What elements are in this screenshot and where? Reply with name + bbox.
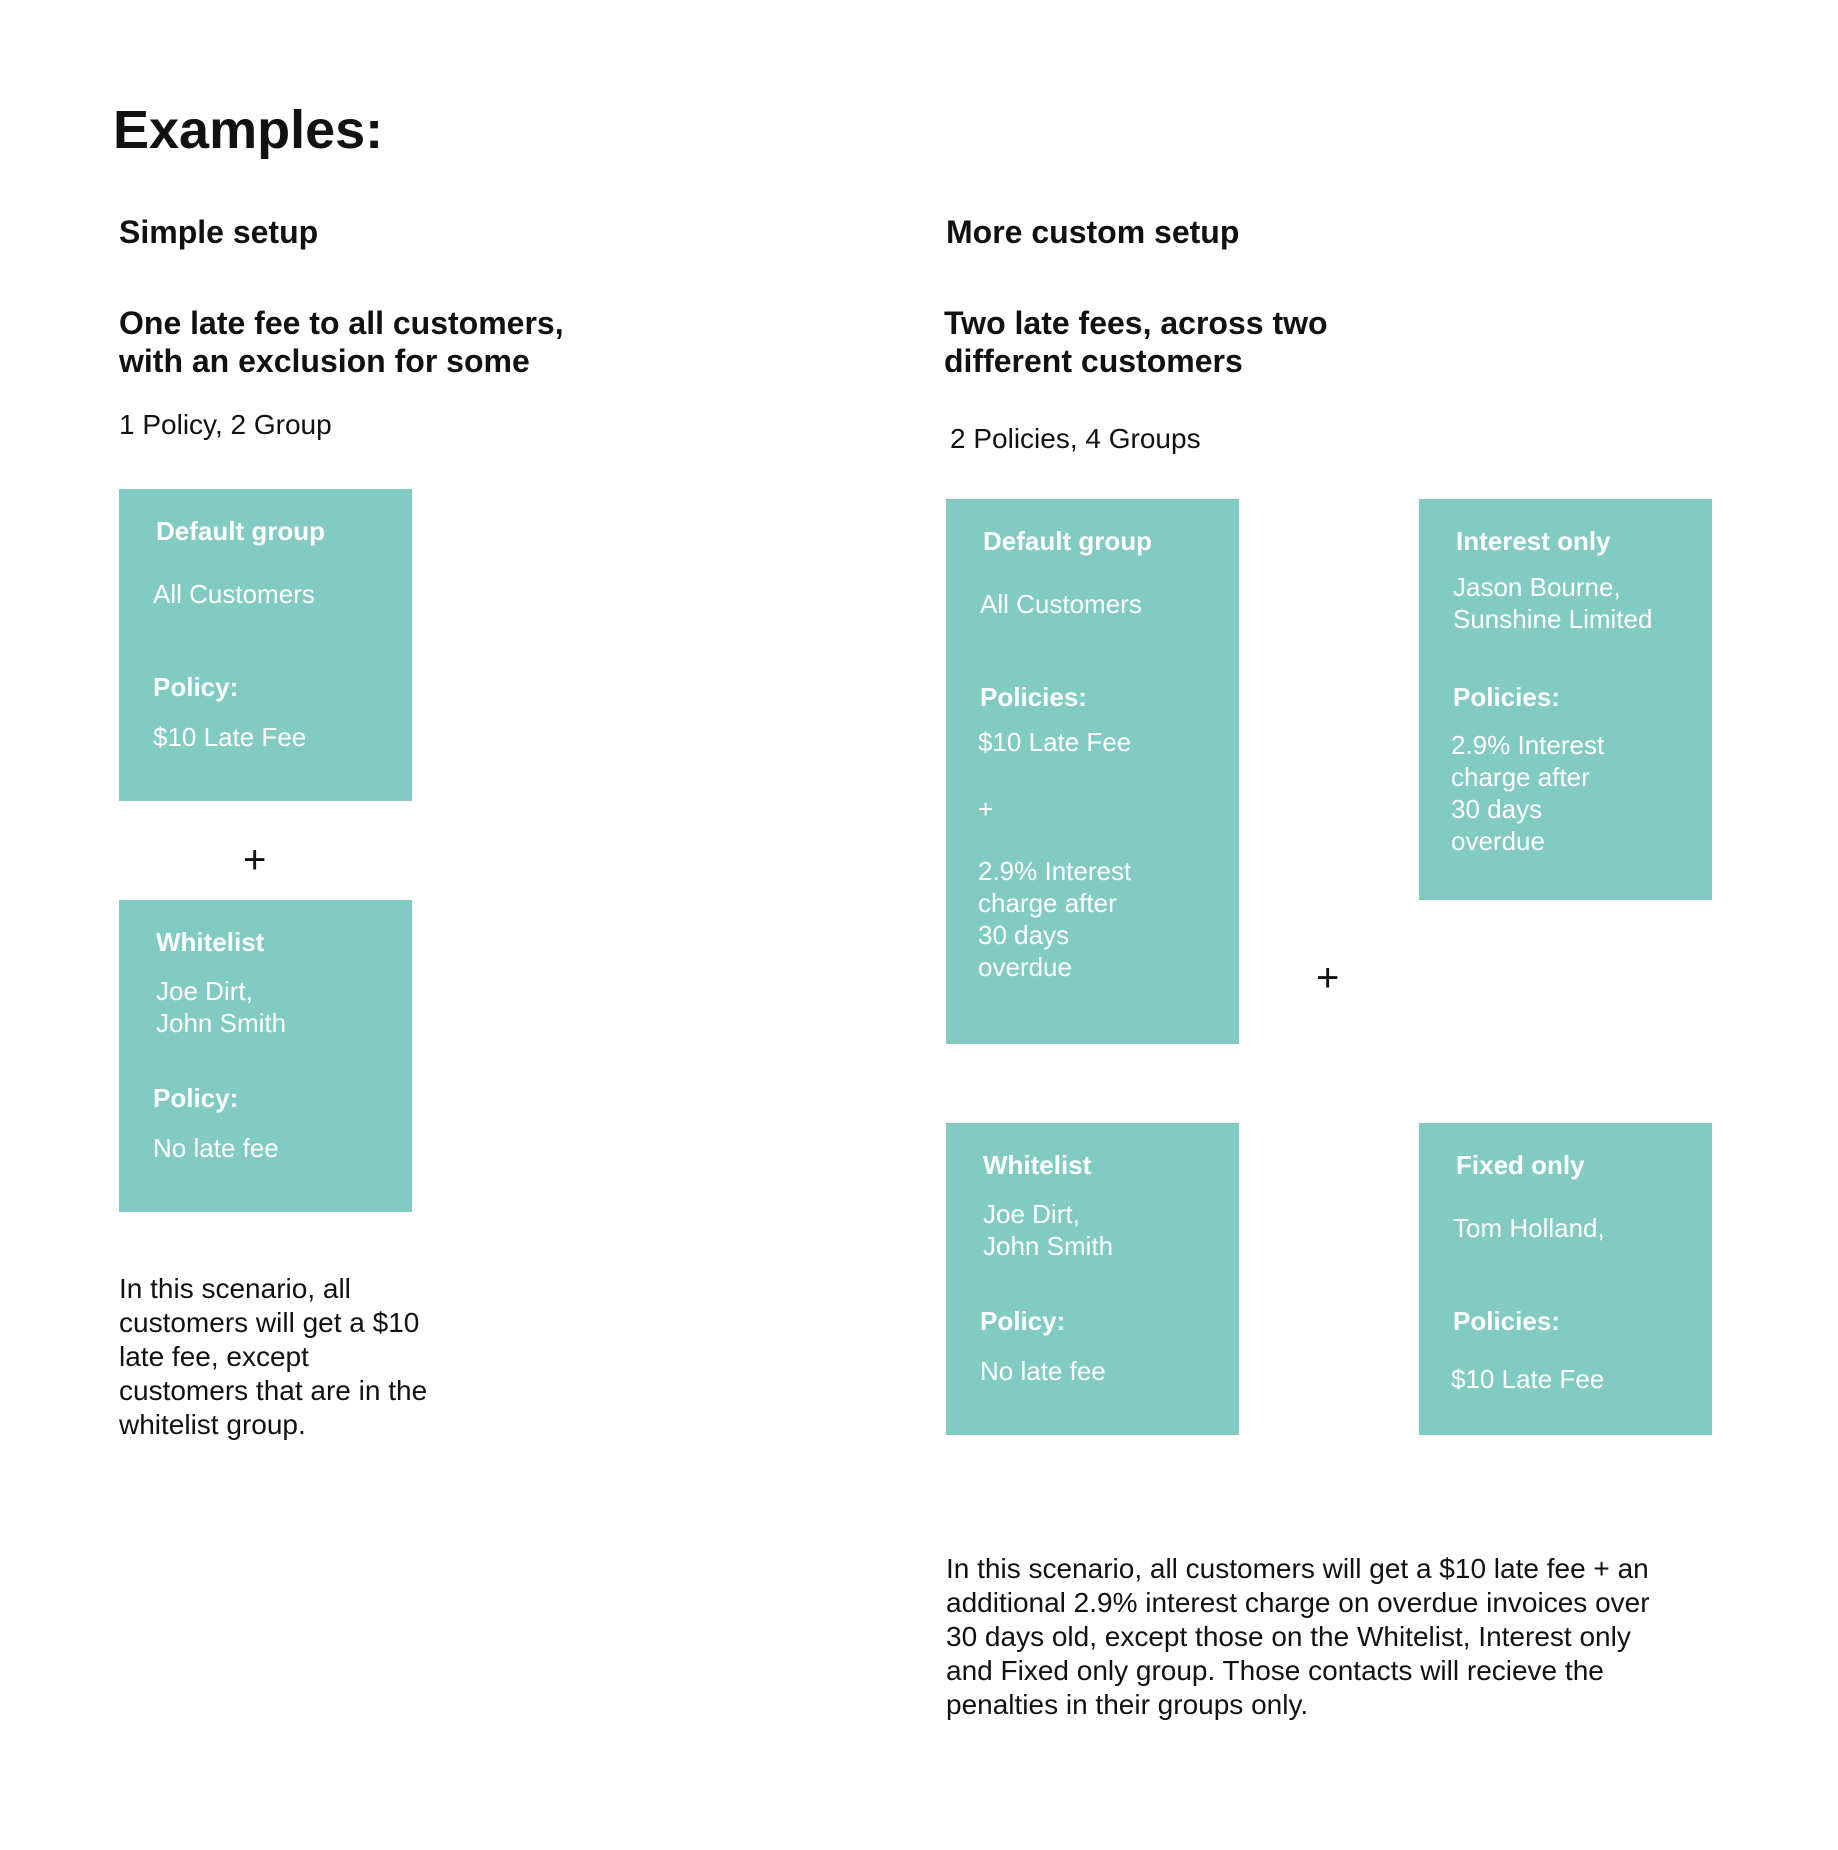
description-line: In this scenario, all customers will get a $10 late fee + an	[946, 1553, 1649, 1584]
description-line: whitelist group.	[119, 1409, 306, 1440]
card-policy-value: $10 Late Fee	[978, 727, 1132, 757]
interest-only-card	[1419, 499, 1712, 900]
heading-line: with an exclusion for some	[119, 343, 530, 379]
card-policy-label: Policy:	[153, 1083, 239, 1113]
card-policy-plus: +	[978, 794, 994, 824]
description-line: penalties in their groups only.	[946, 1689, 1309, 1720]
card-policy-value: No late fee	[153, 1133, 279, 1163]
fixed-only-card	[1419, 1123, 1712, 1435]
card-policy-label: Policy:	[980, 1306, 1066, 1336]
member-name: Jason Bourne,	[1453, 572, 1621, 602]
card-title: Fixed only	[1456, 1150, 1585, 1180]
member-name: Sunshine Limited	[1453, 604, 1653, 634]
policy-line: 30 days	[978, 920, 1070, 950]
plus-sign: +	[243, 838, 267, 882]
card-members: Tom Holland,	[1453, 1213, 1605, 1243]
default-group-card	[119, 489, 412, 801]
card-policy-label: Policies:	[1453, 682, 1560, 712]
description-line: customers that are in the	[119, 1375, 428, 1406]
member-name: Joe Dirt,	[156, 976, 253, 1006]
simple-setup-description	[119, 1272, 479, 1442]
card-policy-label: Policies:	[1453, 1306, 1560, 1336]
page-title: Examples:	[113, 100, 384, 160]
member-name: John Smith	[983, 1231, 1114, 1261]
policy-line: charge after	[1451, 762, 1590, 792]
card-members	[983, 1198, 1113, 1262]
policy-line: charge after	[978, 888, 1117, 918]
card-policy-label: Policies:	[980, 682, 1087, 712]
card-title: Default group	[983, 526, 1152, 556]
custom-setup-meta: 2 Policies, 4 Groups	[950, 423, 1201, 454]
card-policy-value: $10 Late Fee	[1451, 1364, 1605, 1394]
simple-setup-heading	[119, 304, 679, 380]
policy-line: overdue	[1451, 826, 1545, 856]
card-policy-value: $10 Late Fee	[153, 722, 307, 752]
card-title: Whitelist	[983, 1150, 1092, 1180]
description-line: and Fixed only group. Those contacts will recieve the	[946, 1655, 1604, 1686]
description-line: additional 2.9% interest charge on overdue invoices over	[946, 1587, 1650, 1618]
simple-setup-title: Simple setup	[119, 214, 319, 250]
card-title: Whitelist	[156, 927, 265, 957]
card-policy-label: Policy:	[153, 672, 239, 702]
card-extra-policy	[978, 855, 1131, 983]
custom-setup-title: More custom setup	[946, 214, 1240, 250]
policy-line: 2.9% Interest	[1451, 730, 1605, 760]
simple-setup-meta: 1 Policy, 2 Group	[119, 409, 332, 440]
custom-setup-description	[946, 1552, 1706, 1722]
custom-setup-heading	[944, 304, 1504, 380]
member-name: John Smith	[156, 1008, 287, 1038]
heading-line: different customers	[944, 343, 1243, 379]
description-line: late fee, except	[119, 1341, 309, 1372]
card-policy-value	[1451, 729, 1604, 857]
whitelist-card	[119, 900, 412, 1212]
plus-sign: +	[1316, 956, 1340, 1000]
card-title: Default group	[156, 516, 325, 546]
card-members: All Customers	[980, 589, 1142, 619]
default-group-card	[946, 499, 1239, 1044]
card-members	[1453, 571, 1652, 635]
whitelist-card	[946, 1123, 1239, 1435]
card-title: Interest only	[1456, 526, 1611, 556]
card-policy-value: No late fee	[980, 1356, 1106, 1386]
description-line: In this scenario, all	[119, 1273, 351, 1304]
policy-line: 2.9% Interest	[978, 856, 1132, 886]
heading-line: One late fee to all customers,	[119, 305, 564, 341]
description-line: 30 days old, except those on the Whitelist, Interest only	[946, 1621, 1631, 1652]
card-members	[156, 975, 286, 1039]
policy-line: overdue	[978, 952, 1072, 982]
heading-line: Two late fees, across two	[944, 305, 1328, 341]
policy-line: 30 days	[1451, 794, 1543, 824]
description-line: customers will get a $10	[119, 1307, 420, 1338]
card-members: All Customers	[153, 579, 315, 609]
member-name: Joe Dirt,	[983, 1199, 1080, 1229]
